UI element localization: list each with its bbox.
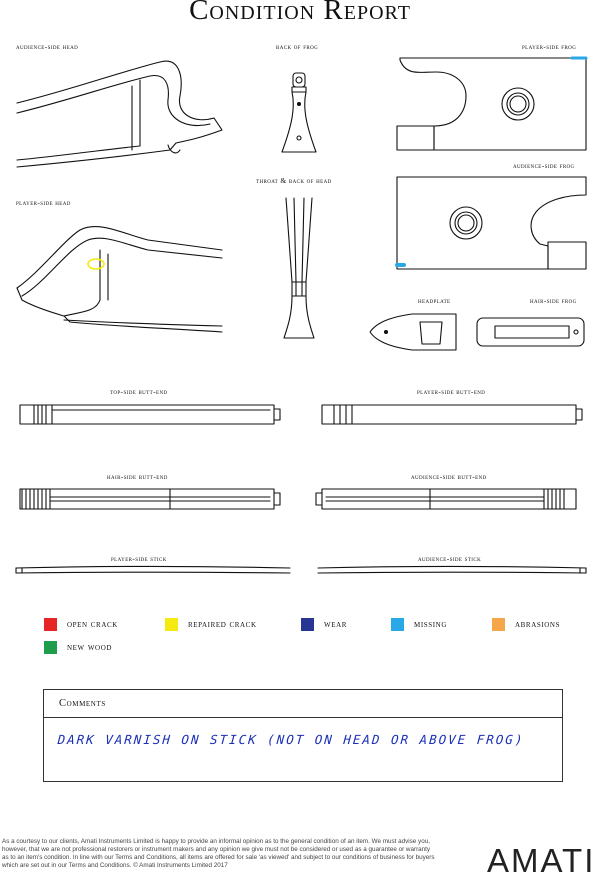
- label-player-side-butt-end: player-side butt-end: [417, 387, 486, 396]
- player-side-frog-diagram: [397, 58, 586, 150]
- throat-back-of-head-diagram: [284, 198, 314, 338]
- back-of-frog-diagram: [282, 73, 316, 152]
- top-side-butt-end-diagram: [20, 405, 280, 424]
- legend-label: wear: [324, 618, 348, 630]
- disclaimer-text: As a courtesy to our clients, Amati Instruments Limited is happy to provide an informal opinion as to the general condition of an item. We must advise you, however, that we are not professional restorers or instrument makers and any opinion we give must not be considered or used as a guarantee or warranty as to an item's condition. In line with our Terms and Conditions, all items are offered for sale 'as viewed' and subject to our conditions of business for buyers which are set out in our Terms and Conditions. © Amati Instruments Limited 2017: [2, 838, 435, 869]
- label-throat-back-of-head: throat & back of head: [256, 176, 332, 185]
- audience-side-stick-diagram: [318, 567, 586, 574]
- hair-side-frog-diagram: [477, 318, 584, 346]
- legend-label: abrasions: [515, 618, 561, 630]
- legend-label: missing: [414, 618, 447, 630]
- legend-swatch: [492, 618, 505, 631]
- amati-logo: AMATI: [487, 842, 596, 879]
- label-hair-side-frog: hair-side frog: [530, 296, 577, 305]
- legend-swatch: [44, 641, 57, 654]
- legend-item-wear: [301, 617, 347, 631]
- player-side-head-diagram: [17, 227, 222, 333]
- legend-item-new-wood: [44, 640, 112, 654]
- legend-item-missing: [391, 617, 447, 631]
- page-title: Condition Report: [189, 0, 411, 26]
- headplate-diagram: [370, 314, 456, 350]
- audience-side-frog-diagram: [397, 177, 586, 269]
- audience-side-head-diagram: [17, 61, 222, 167]
- label-player-side-frog: player-side frog: [522, 42, 577, 51]
- label-audience-side-head: audience-side head: [16, 42, 79, 51]
- label-audience-side-butt-end: audience-side butt-end: [411, 472, 487, 481]
- audience-side-butt-end-diagram: [316, 489, 576, 509]
- legend-label: repaired crack: [188, 618, 257, 630]
- label-audience-side-stick: audience-side stick: [418, 554, 482, 563]
- label-headplate: headplate: [418, 296, 451, 305]
- legend-item-abrasions: [492, 617, 560, 631]
- legend-label: new wood: [67, 641, 113, 653]
- label-player-side-head: player-side head: [16, 198, 71, 207]
- legend-swatch: [44, 618, 57, 631]
- legend-item-open-crack: [44, 617, 118, 631]
- legend-swatch: [301, 618, 314, 631]
- legend-swatch: [165, 618, 178, 631]
- comments-box: [43, 689, 563, 782]
- hair-side-butt-end-diagram: [20, 489, 280, 509]
- label-back-of-frog: back of frog: [276, 42, 319, 51]
- label-hair-side-butt-end: hair-side butt-end: [107, 472, 168, 481]
- comments-text: DARK VARNISH ON STICK (NOT ON HEAD OR ABOVE FROG): [57, 732, 525, 747]
- repaired-crack-mark: [88, 259, 104, 269]
- legend-item-repaired-crack: [165, 617, 257, 631]
- label-audience-side-frog: audience-side frog: [513, 161, 575, 170]
- label-player-side-stick: player-side stick: [111, 554, 167, 563]
- legend-label: open crack: [67, 618, 118, 630]
- player-side-butt-end-diagram: [322, 405, 582, 424]
- label-top-side-butt-end: top-side butt-end: [110, 387, 168, 396]
- comments-heading: Comments: [44, 690, 562, 718]
- legend-swatch: [391, 618, 404, 631]
- player-side-stick-diagram: [16, 567, 290, 574]
